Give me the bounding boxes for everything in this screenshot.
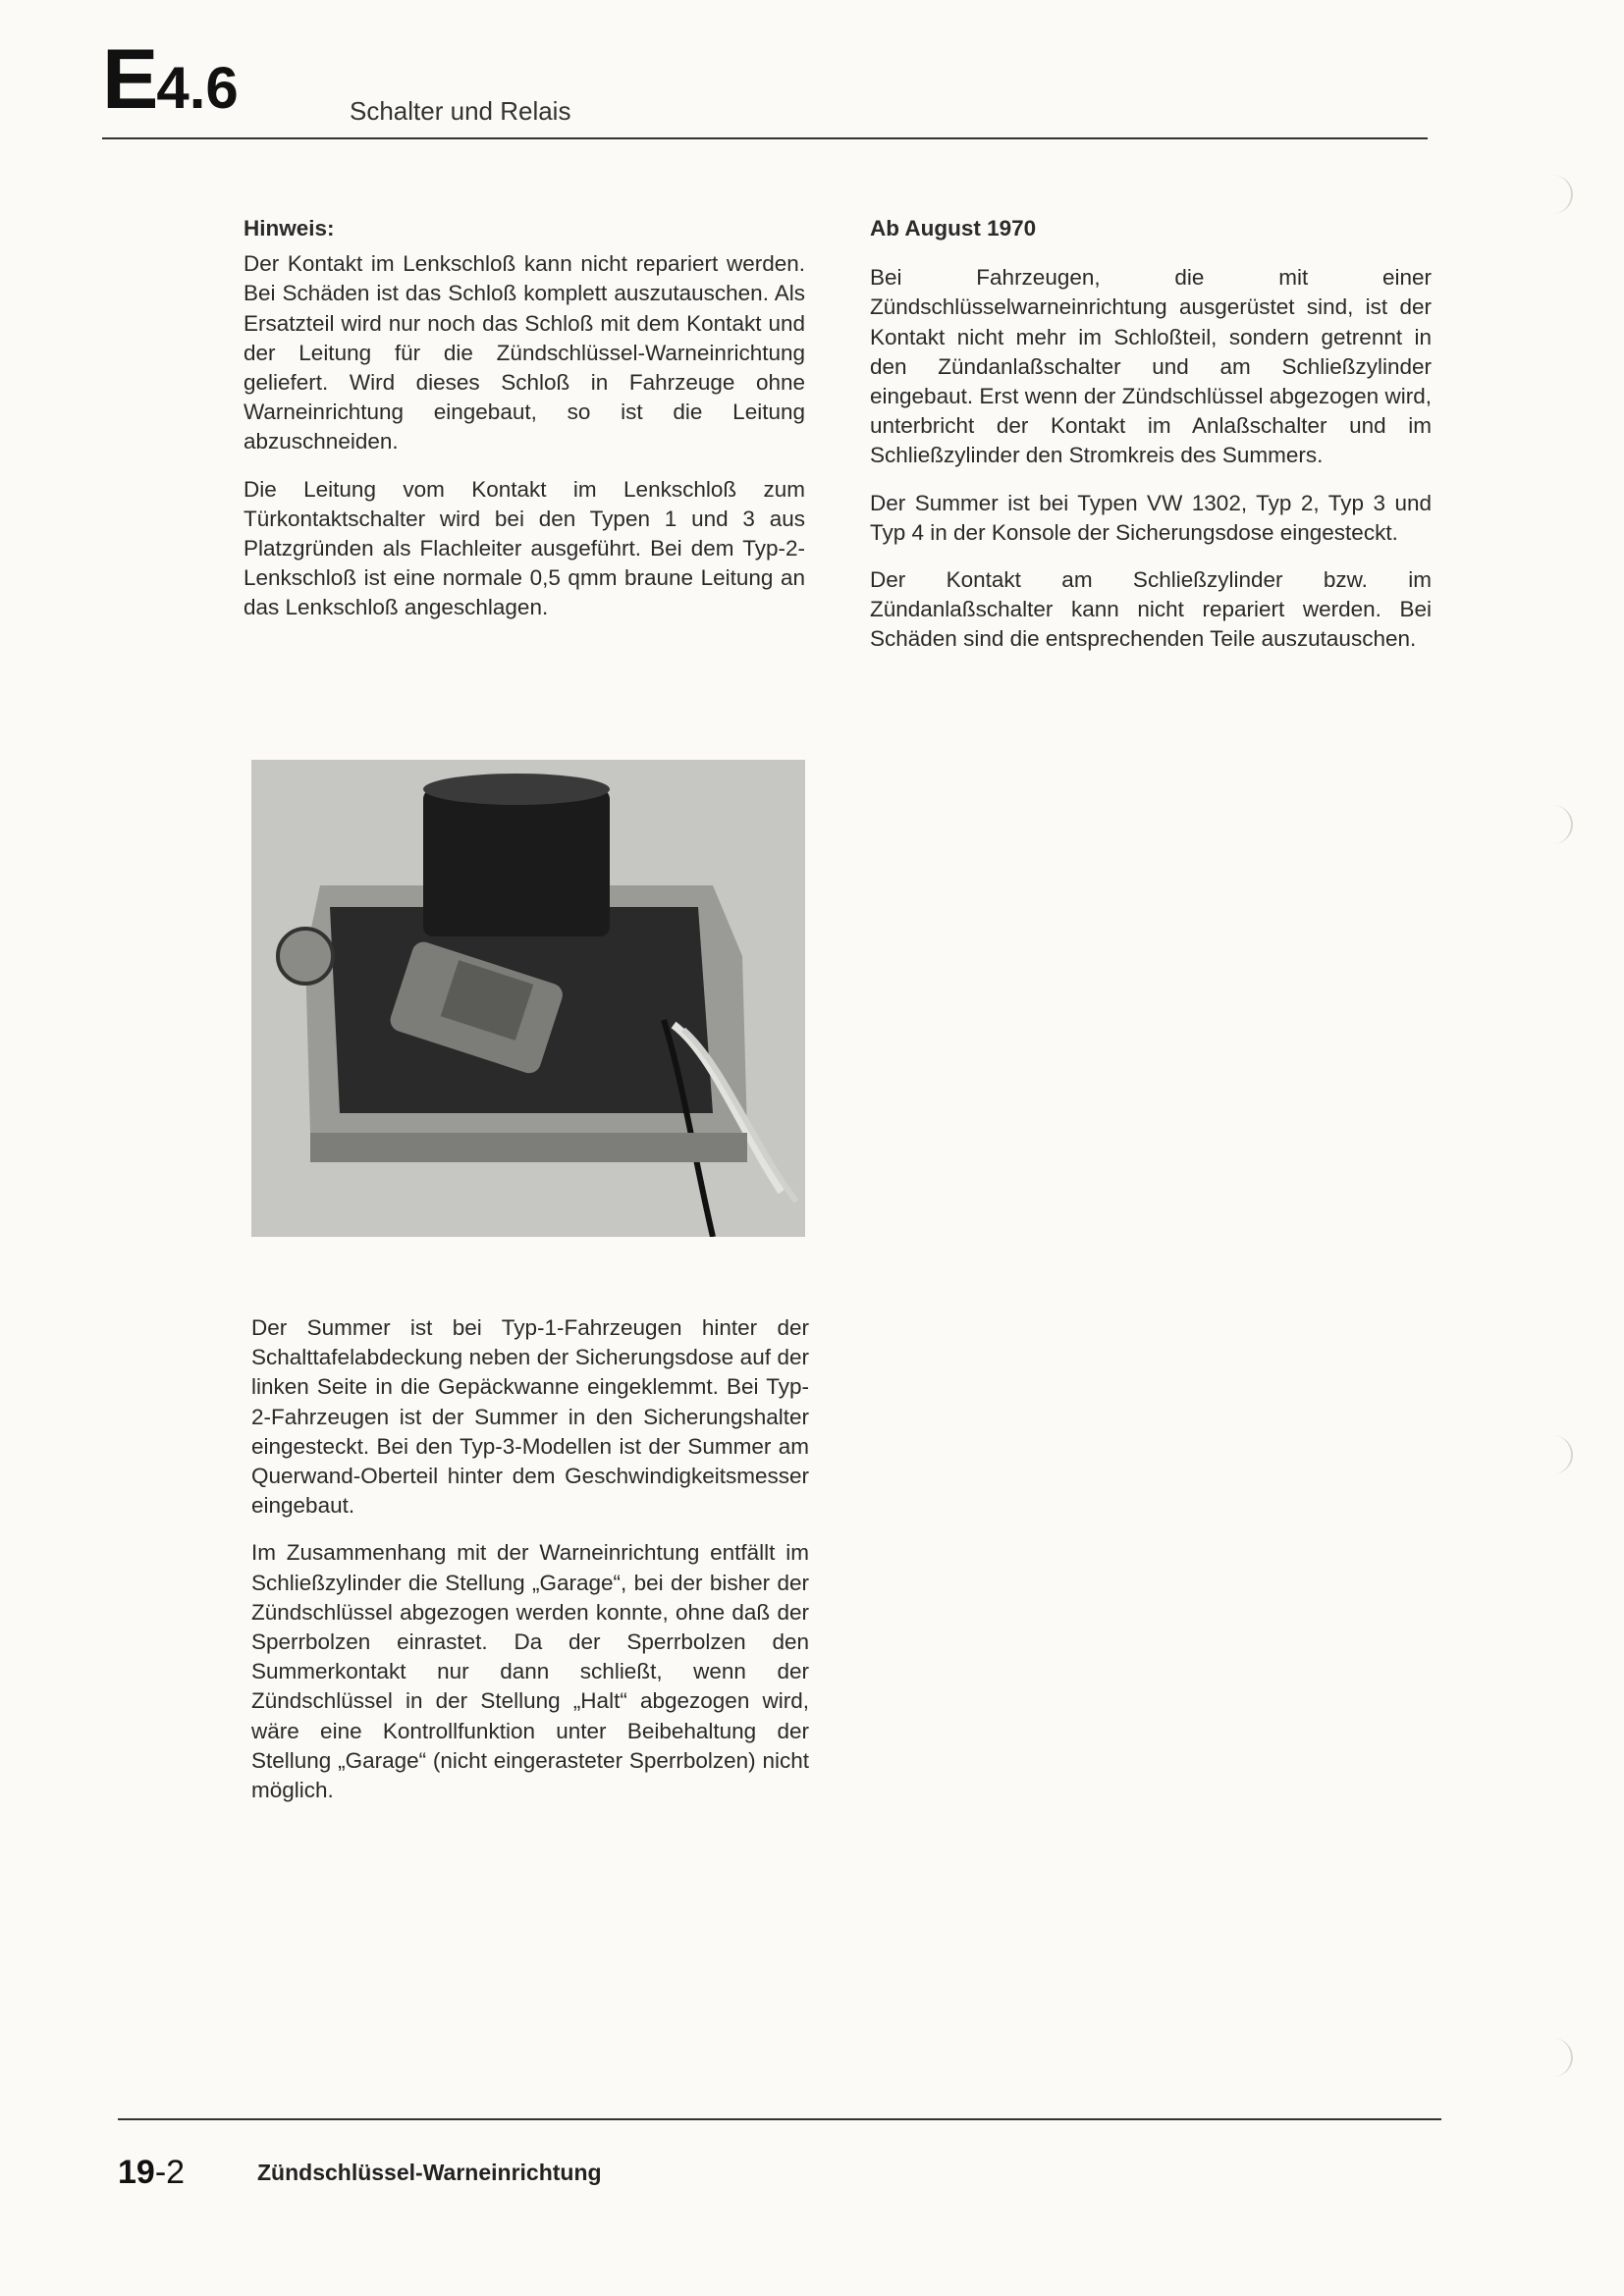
section-letter: E xyxy=(102,32,157,127)
punch-hole-mark xyxy=(1532,805,1573,844)
footer-rule xyxy=(118,2118,1441,2120)
right-paragraph-1: Bei Fahrzeugen, die mit einer Zündschlüsselwarneinrichtung ausgerüstet sind, ist der Kontakt nicht mehr im Schloßteil, sondern getrennt in den Zündanlaßschalter und am Schließzylinder eingebaut. Erst wenn der Zündschlüssel abgezogen wird, unterbricht der Kontakt im Anlaßschalter und im Schließzylinder den Stromkreis des Summers. xyxy=(870,265,1432,468)
page-number xyxy=(118,2154,185,2192)
bottom-paragraph-1: Der Summer ist bei Typ-1-Fahrzeugen hinter der Schalttafelabdeckung neben der Sicherungsdose auf der linken Seite in die Gepäckwanne eingeklemmt. Bei Typ-2-Fahrzeugen ist der Summer in den Sicherungshalter eingesteckt. Bei den Typ-3-Modellen ist der Summer am Querwand-Oberteil hinter dem Geschwindigkeitsmesser eingebaut. xyxy=(251,1315,809,1519)
section-number: 4.6 xyxy=(156,55,239,121)
punch-hole-mark xyxy=(1532,175,1573,214)
hint-paragraph-2: Die Leitung vom Kontakt im Lenkschloß zum Türkontaktschalter wird bei den Typen 1 und 3 aus Platzgründen als Flachleiter ausgeführt. Bei dem Typ-2-Lenkschloß ist eine normale 0,5 qmm braune Leitung an das Lenkschloß angeschlagen. xyxy=(244,476,805,620)
right-paragraph-2: Der Summer ist bei Typen VW 1302, Typ 2, Typ 3 und Typ 4 in der Konsole der Sicherungsdose eingesteckt. xyxy=(870,490,1432,545)
section-code xyxy=(102,32,239,127)
hint-paragraph-1: Der Kontakt im Lenkschloß kann nicht repariert werden. Bei Schäden ist das Schloß komplett auszutauschen. Als Ersatzteil wird nur noch das Schloß mit dem Kontakt und der Leitung für die Zündschlüssel-Warneinrichtung geliefert. Wird dieses Schloß in Fahrzeuge ohne Warneinrichtung eingebaut, so ist die Leitung abzuschneiden. xyxy=(244,251,805,454)
left-bottom-column xyxy=(251,1313,809,1823)
header-rule xyxy=(102,137,1428,139)
bottom-paragraph-2: Im Zusammenhang mit der Warneinrichtung entfällt im Schließzylinder die Stellung „Garage“, bei der bisher der Zündschlüssel abgezogen werden konnte, ohne daß der Sperrbolzen einrastet. Da der Sperrbolzen den Summerkontakt nur dann schließt, wenn der Zündschlüssel in der Stellung „Halt“ abgezogen wird, wäre eine Kontrollfunktion unter Beibehaltung der Stellung „Garage“ (nicht eingerasteter Sperrbolzen) nicht möglich. xyxy=(251,1540,809,1803)
steering-lock-photo xyxy=(251,760,805,1237)
hint-label: Hinweis: xyxy=(244,216,335,240)
page-separator: - xyxy=(154,2154,167,2191)
punch-hole-mark xyxy=(1532,2038,1573,2077)
right-paragraph-3: Der Kontakt am Schließzylinder bzw. im Zündanlaßschalter kann nicht repariert werden. Bei Schäden sind die entsprechenden Teile auszutauschen. xyxy=(870,567,1432,652)
right-top-column xyxy=(870,214,1432,672)
footer-title: Zündschlüssel-Warneinrichtung xyxy=(257,2160,602,2185)
section-title: Schalter und Relais xyxy=(350,96,571,126)
page-group: 19 xyxy=(118,2154,155,2191)
punch-hole-mark xyxy=(1532,1435,1573,1474)
left-top-column xyxy=(244,214,805,641)
steering-lock-illustration xyxy=(251,760,805,1237)
right-heading: Ab August 1970 xyxy=(870,216,1037,240)
page-index: 2 xyxy=(166,2154,186,2191)
